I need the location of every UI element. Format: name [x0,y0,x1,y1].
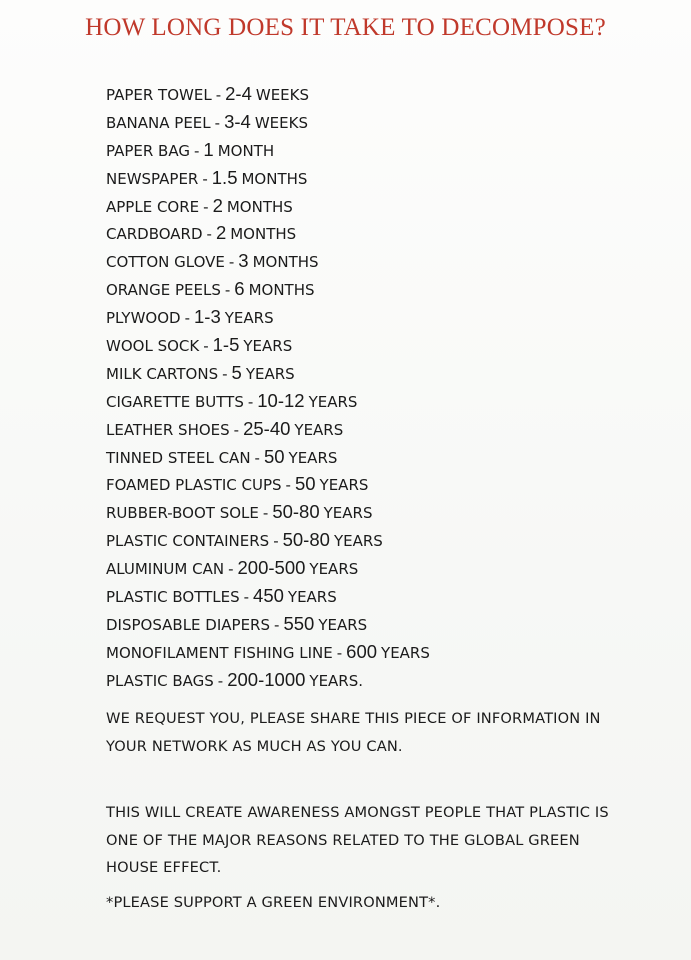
separator-dash: - [336,643,343,662]
list-item [106,275,430,303]
list-item [106,192,430,220]
item-duration-value: 10-12 [257,389,305,411]
list-item [106,219,430,247]
item-duration-unit: WEEKS [254,113,308,132]
separator-dash: - [184,309,190,328]
item-duration-unit: YEARS [294,420,344,439]
separator-dash: - [243,588,250,607]
item-duration-value: 1.5 [211,166,238,188]
decomposition-list [106,80,430,694]
item-name: MONOFILAMENT FISHING LINE [106,643,333,662]
separator-dash: - [203,337,209,356]
item-duration-unit: YEARS [308,392,358,411]
item-name: PLASTIC BOTTLES [106,588,240,607]
item-duration-value: 5 [231,361,242,383]
item-duration-unit: YEARS [309,560,359,579]
item-duration-value: 2 [215,222,227,244]
list-item [106,331,430,359]
item-name: COTTON GLOVE [106,253,225,272]
separator-dash: - [203,197,209,216]
separator-dash: - [273,532,279,551]
item-duration-unit: WEEKS [255,86,310,104]
item-duration-unit: YEARS [288,448,338,467]
item-name: FOAMED PLASTIC CUPS [106,476,282,495]
list-item [106,247,430,275]
item-duration-unit: YEARS [243,337,293,356]
separator-dash: - [222,364,228,383]
item-duration-unit: YEARS [245,364,295,383]
item-name: NEWSPAPER [106,169,199,188]
item-duration-value: 550 [283,612,315,634]
item-duration-value: 1-3 [194,306,221,328]
item-duration-value: 1 [203,138,214,160]
item-name: WOOL SOCK [106,337,200,356]
separator-dash: - [206,225,212,244]
list-item [106,443,430,471]
item-name: BANANA PEEL [106,113,211,132]
separator-dash: - [262,504,269,523]
list-item [106,303,430,331]
item-duration-value: 2 [212,194,223,216]
list-item [106,415,430,443]
item-duration-value: 50 [294,473,316,495]
item-duration-value: 450 [253,585,284,607]
item-name: PAPER TOWEL [106,86,212,104]
item-duration-value: 200-500 [237,557,306,579]
list-item [106,359,430,387]
item-duration-unit: YEARS [318,615,368,634]
item-duration-value: 50-80 [272,501,320,523]
separator-dash: - [228,253,235,272]
item-name: ORANGE PEELS [106,281,221,300]
item-name: PLASTIC CONTAINERS [106,532,270,551]
item-duration-unit: MONTHS [241,169,308,188]
item-duration-unit: YEARS [323,504,373,523]
separator-dash: - [228,560,234,579]
item-duration-unit: MONTHS [252,253,319,272]
item-duration-unit: YEARS. [309,671,364,690]
separator-dash: - [217,671,224,690]
item-name: CIGARETTE BUTTS [106,392,244,411]
item-duration-unit: YEARS [287,588,337,607]
item-duration-value: 3 [238,250,249,272]
list-item [106,582,430,610]
awareness-paragraph: THIS WILL CREATE AWARENESS AMONGST PEOPLE THAT PLASTIC IS ONE OF THE MAJOR REASONS RELATED TO THE GLOBAL GREEN HOUSE EFFECT. [106,804,609,876]
item-duration-unit: YEARS [333,532,383,551]
separator-dash: - [193,141,200,160]
item-duration-value: 50 [263,445,285,467]
item-name: LEATHER SHOES [106,420,230,439]
item-duration-value: 2-4 [225,83,252,104]
item-duration-unit: YEARS [224,309,274,328]
list-item [106,80,430,108]
item-duration-unit: MONTH [217,141,275,160]
list-item [106,554,430,582]
separator-dash: - [254,448,260,467]
item-name: PLASTIC BAGS [106,671,214,690]
separator-dash: - [233,420,240,439]
list-item [106,387,430,415]
item-name: RUBBER-BOOT SOLE [106,504,259,523]
list-item [106,164,430,192]
item-duration-value: 3-4 [224,110,251,132]
item-name: TINNED STEEL CAN [106,448,251,467]
separator-dash: - [274,615,280,634]
item-name: APPLE CORE [106,197,200,216]
item-duration-unit: MONTHS [248,281,315,300]
list-item [106,666,430,694]
item-duration-unit: MONTHS [230,225,297,244]
list-item [106,136,430,164]
list-item [106,498,430,526]
item-name: PAPER BAG [106,141,190,160]
page-title: HOW LONG DOES IT TAKE TO DECOMPOSE? [85,14,606,41]
item-duration-value: 600 [346,640,378,662]
separator-dash: - [202,169,208,188]
item-duration-value: 25-40 [243,417,291,439]
list-item [106,108,430,136]
list-item [106,610,430,638]
item-name: DISPOSABLE DIAPERS [106,615,271,634]
item-duration-value: 6 [234,278,245,300]
support-green-environment-text: *PLEASE SUPPORT A GREEN ENVIRONMENT*. [106,894,441,911]
item-duration-value: 1-5 [212,334,240,356]
item-name: ALUMINUM CAN [106,560,225,579]
item-duration-unit: YEARS [381,643,430,662]
separator-dash: - [285,476,291,495]
item-duration-unit: YEARS [319,476,369,495]
separator-dash: - [247,392,254,411]
item-duration-value: 50-80 [282,529,330,551]
separator-dash: - [215,86,222,104]
item-name: PLYWOOD [106,309,181,328]
item-name: CARDBOARD [106,225,203,244]
item-duration-unit: MONTHS [226,197,293,216]
separator-dash: - [214,113,221,132]
separator-dash: - [224,281,231,300]
item-duration-value: 200-1000 [227,668,306,690]
list-item [106,526,430,554]
list-item [106,470,430,498]
item-name: MILK CARTONS [106,364,219,383]
share-request-paragraph: WE REQUEST YOU, PLEASE SHARE THIS PIECE OF INFORMATION IN YOUR NETWORK AS MUCH AS YOU CAN. [106,710,601,755]
list-item [106,638,430,666]
